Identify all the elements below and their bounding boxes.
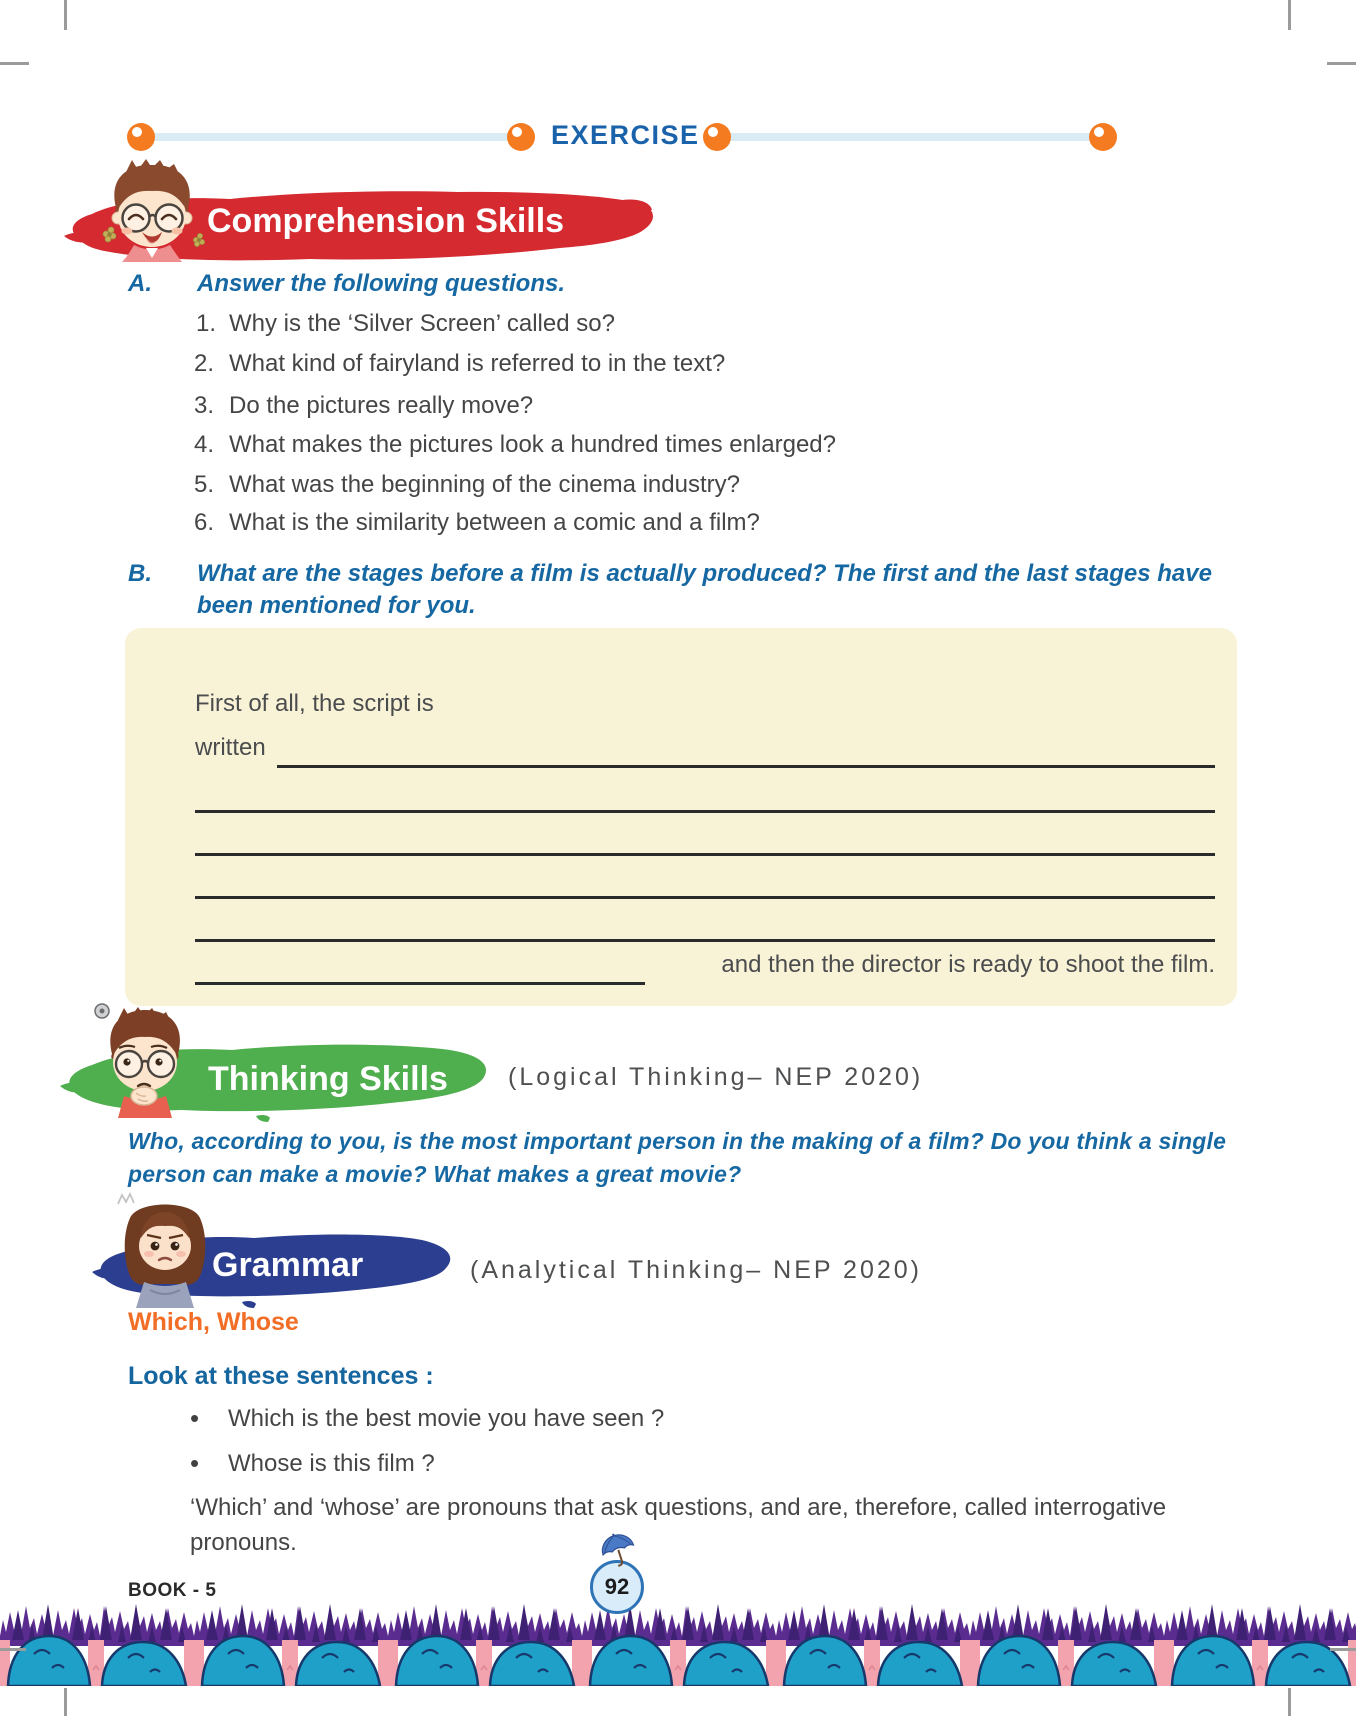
answer-box-opening: First of all, the script is	[195, 690, 434, 717]
write-line	[195, 982, 645, 985]
question-number: 4.	[194, 431, 215, 458]
header-rule-right	[717, 133, 1103, 141]
exercise-title: EXERCISE	[551, 120, 700, 150]
orange-dot-icon	[1089, 123, 1117, 151]
orange-dot-icon	[127, 123, 155, 151]
part-b-instruction-line1: What are the stages before a film is actually produced? The first and the last stages have	[197, 560, 1212, 587]
umbrella-icon	[597, 1532, 639, 1568]
book-label: BOOK - 5	[128, 1580, 217, 1601]
crop-mark	[1327, 62, 1356, 65]
answer-box	[125, 628, 1237, 1006]
question-text: What is the similarity between a comic and a film?	[229, 509, 760, 536]
question-text: Do the pictures really move?	[229, 392, 534, 419]
crop-mark	[0, 1648, 26, 1651]
grammar-note-line2: pronouns.	[190, 1529, 297, 1556]
crop-mark	[1288, 1688, 1291, 1716]
header-rule-left	[141, 133, 521, 141]
orange-dot-icon	[703, 123, 731, 151]
write-line	[195, 939, 1215, 942]
which-whose-subheading: Which, Whose	[128, 1308, 299, 1336]
part-a-label: A.	[128, 270, 152, 297]
look-at-sentences-heading: Look at these sentences :	[128, 1362, 434, 1390]
question-text: What was the beginning of the cinema industry?	[229, 471, 740, 498]
crop-mark	[64, 1688, 67, 1716]
thinking-boy-illustration	[90, 1000, 198, 1118]
bullet-icon: •	[190, 1448, 200, 1478]
question-number: 5.	[194, 471, 215, 498]
example-sentence: Whose is this film ?	[228, 1450, 435, 1477]
crop-mark	[64, 0, 67, 30]
comprehension-banner-label: Comprehension Skills	[207, 202, 565, 240]
write-line	[195, 896, 1215, 899]
question-number: 2.	[194, 350, 215, 377]
crop-mark	[0, 62, 29, 65]
question-number: 6.	[194, 509, 215, 536]
question-text: Why is the ‘Silver Screen’ called so?	[229, 310, 615, 337]
write-line	[195, 810, 1215, 813]
example-sentence: Which is the best movie you have seen ?	[228, 1405, 665, 1432]
part-b-label: B.	[128, 560, 152, 587]
write-line	[195, 853, 1215, 856]
thinking-question-line2: person can make a movie? What makes a great movie?	[128, 1161, 742, 1187]
answer-box-closing: and then the director is ready to shoot the film.	[721, 951, 1215, 978]
thinking-banner-label: Thinking Skills	[208, 1060, 448, 1098]
thinking-nep-tag: (Logical Thinking– NEP 2020)	[508, 1063, 924, 1091]
grammar-note-line1: ‘Which’ and ‘whose’ are pronouns that ask questions, and are, therefore, called interrogative	[190, 1494, 1167, 1521]
question-number: 3.	[194, 392, 215, 419]
orange-dot-icon	[507, 123, 535, 151]
question-number: 1.	[196, 310, 217, 337]
page-number-badge	[590, 1560, 644, 1614]
part-a-instruction: Answer the following questions.	[197, 270, 566, 297]
crop-mark	[1288, 0, 1291, 30]
grammar-nep-tag: (Analytical Thinking– NEP 2020)	[470, 1256, 922, 1284]
page-number: 92	[604, 1574, 630, 1599]
thinking-question-line1: Who, according to you, is the most important person in the making of a film? Do you think a single	[128, 1128, 1227, 1154]
grammar-banner-label: Grammar	[212, 1246, 364, 1284]
happy-boy-illustration	[96, 158, 208, 262]
crop-mark	[1330, 1648, 1356, 1651]
grammar-girl-illustration	[112, 1192, 218, 1308]
question-text: What kind of fairyland is referred to in the text?	[229, 350, 726, 377]
question-text: What makes the pictures look a hundred times enlarged?	[229, 431, 836, 458]
write-line	[277, 765, 1215, 768]
forest-wave-footer-art	[0, 1594, 1356, 1686]
part-b-instruction-line2: been mentioned for you.	[197, 592, 476, 619]
bullet-icon: •	[190, 1403, 200, 1433]
answer-box-written-label: written	[195, 734, 266, 761]
